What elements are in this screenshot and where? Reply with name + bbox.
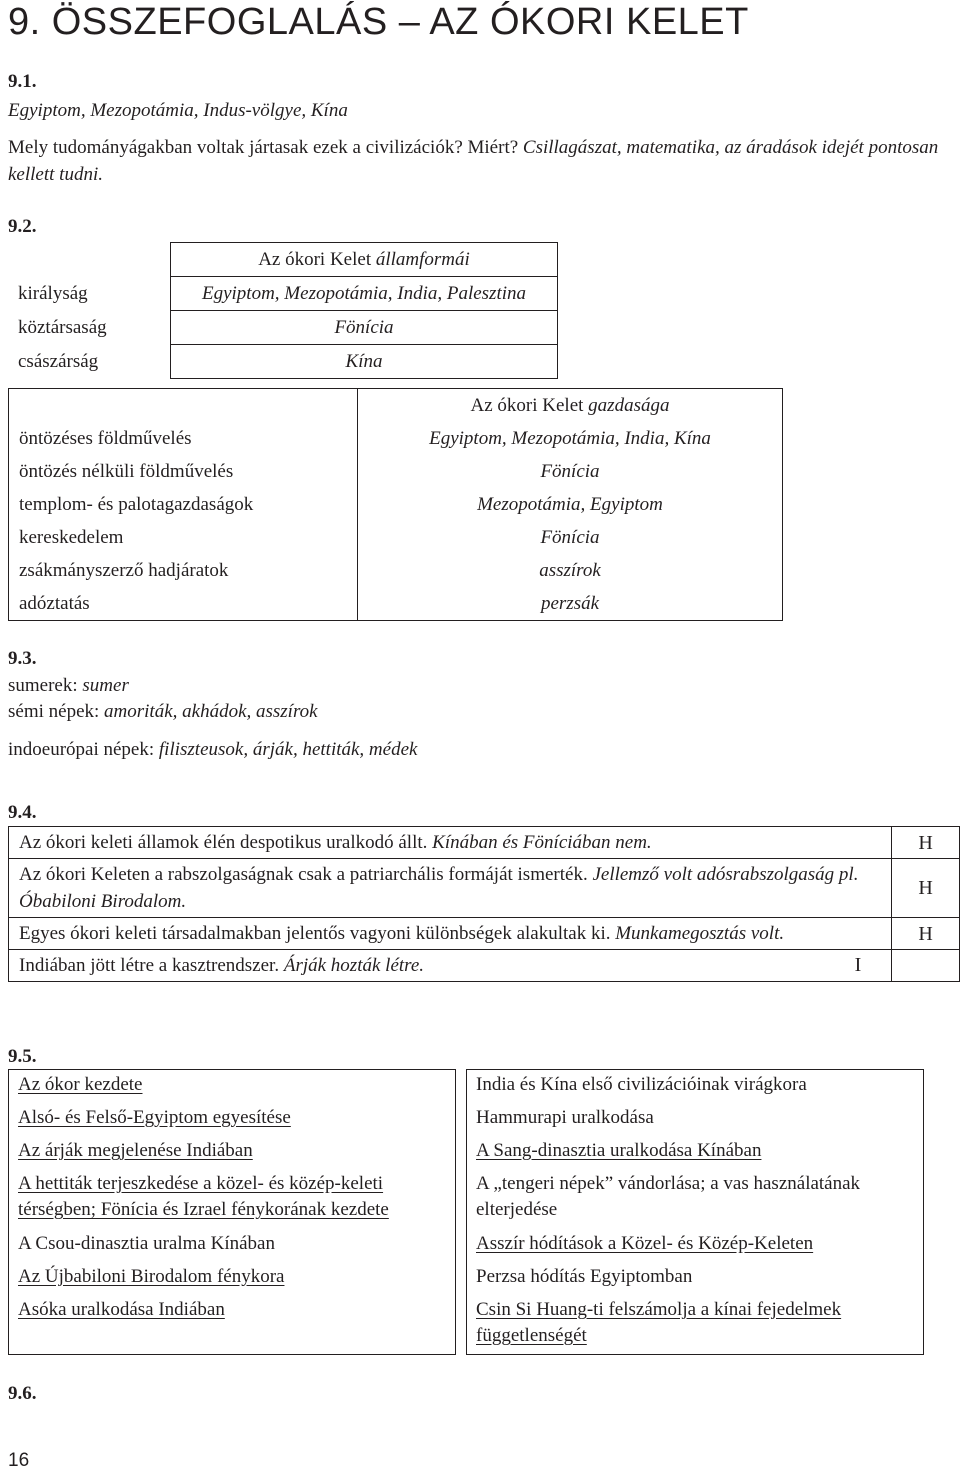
- left-event: Az ókor kezdete: [18, 1074, 143, 1095]
- table-row-value: Kína: [171, 345, 558, 379]
- right-event: Hammurapi uralkodása: [476, 1107, 654, 1128]
- peoples-line: sumerek: sumer: [8, 675, 129, 696]
- statement-cell: Az ókori keleti államok élén despotikus uralkodó állt. Kínában és Föníciában nem.: [9, 827, 892, 859]
- table-row-value: Egyiptom, Mezopotámia, India, Palesztina: [171, 277, 558, 311]
- table-row-label: öntözéses földművelés: [9, 422, 358, 455]
- table-row-value: asszírok: [358, 554, 783, 587]
- right-event: India és Kína első civilizációinak virágkora: [476, 1074, 807, 1095]
- answer-cell: H: [892, 827, 960, 859]
- left-event: Asóka uralkodása Indiában: [18, 1299, 225, 1320]
- statement-cell: Egyes ókori keleti társadalmakban jelentős vagyoni különbségek alakultak ki. Munkamegosztás volt.: [9, 918, 892, 950]
- left-event: A hettiták terjeszkedése a közel- és közép-keleti térségben; Fönícia és Izrael fénykorának kezdete: [18, 1173, 389, 1220]
- table-row-label: adóztatás: [9, 587, 358, 621]
- page-title: 9. ÖSSZEFOGLALÁS – AZ ÓKORI KELET: [8, 1, 749, 43]
- section-9-5-number: 9.5.: [8, 1046, 37, 1067]
- table-row-value: Egyiptom, Mezopotámia, India, Kína: [358, 422, 783, 455]
- section-9-2-number: 9.2.: [8, 216, 37, 237]
- true-false-table: [8, 826, 960, 982]
- table-row-label: zsákmányszerző hadjáratok: [9, 554, 358, 587]
- state-forms-header: Az ókori Kelet államformái: [171, 243, 558, 277]
- table-row-value: perzsák: [358, 587, 783, 621]
- section-9-4-number: 9.4.: [8, 802, 37, 823]
- statement-cell: Az ókori Keleten a rabszolgaságnak csak a patriarchális formáját ismerték. Jellemző volt adósrabszolgaság pl. Óbabiloni Birodalom.: [9, 859, 892, 918]
- statement-cell: Indiában jött létre a kasztrendszer. Árják hozták létre. I: [9, 950, 892, 982]
- section-9-3-number: 9.3.: [8, 648, 37, 669]
- right-event: Asszír hódítások a Közel- és Közép-Keleten: [476, 1233, 814, 1254]
- right-event: Csin Si Huang-ti felszámolja a kínai fejedelmek függetlenségét: [476, 1299, 842, 1346]
- answer-cell: H: [892, 918, 960, 950]
- table-row-value: Fönícia: [171, 311, 558, 345]
- table-cell-empty: [9, 389, 358, 423]
- question-text: Mely tudományágakban voltak jártasak ezek a civilizációk? Miért?: [8, 137, 523, 158]
- table-row-value: Fönícia: [358, 521, 783, 554]
- table-row-label: királyság: [18, 282, 88, 304]
- peoples-line: sémi népek: amoriták, akhádok, asszírok: [8, 701, 318, 722]
- state-forms-table: [8, 242, 558, 379]
- table-row-value: Fönícia: [358, 455, 783, 488]
- left-event: Az árják megjelenése Indiában: [18, 1140, 253, 1161]
- section-9-1-number: 9.1.: [8, 71, 37, 92]
- question-9-1: [8, 134, 958, 188]
- page-number: 16: [8, 1450, 30, 1471]
- table-row-label: köztársaság: [18, 316, 107, 338]
- right-event: A Sang-dinasztia uralkodása Kínában: [476, 1140, 762, 1161]
- economy-table: [8, 388, 783, 621]
- economy-header: Az ókori Kelet gazdasága: [358, 389, 783, 423]
- table-row-label: öntözés nélküli földművelés: [9, 455, 358, 488]
- civilizations-list: Egyiptom, Mezopotámia, Indus-völgye, Kína: [8, 100, 348, 121]
- question-answer: Csillagászat, matematika, az áradások idejét pontosan kellett tudni.: [8, 137, 939, 185]
- answer-cell-empty: [892, 950, 960, 982]
- table-cell-empty: [8, 243, 171, 277]
- peoples-line: indoeurópai népek: filiszteusok, árják, hettiták, médek: [8, 739, 418, 760]
- right-event: Perzsa hódítás Egyiptomban: [476, 1266, 693, 1287]
- right-event: A „tengeri népek” vándorlása; a vas használatának elterjedése: [476, 1173, 861, 1220]
- table-row-value: Mezopotámia, Egyiptom: [358, 488, 783, 521]
- left-event: Alsó- és Felső-Egyiptom egyesítése: [18, 1107, 291, 1128]
- table-row-label: császárság: [18, 350, 99, 372]
- table-row-label: kereskedelem: [9, 521, 358, 554]
- answer-mark: I: [854, 954, 862, 976]
- left-event: Az Újbabiloni Birodalom fénykora: [18, 1266, 285, 1287]
- section-9-6-number: 9.6.: [8, 1383, 37, 1404]
- table-row-label: templom- és palotagazdaságok: [9, 488, 358, 521]
- left-event: A Csou-dinasztia uralma Kínában: [18, 1233, 275, 1254]
- answer-cell: H: [892, 859, 960, 918]
